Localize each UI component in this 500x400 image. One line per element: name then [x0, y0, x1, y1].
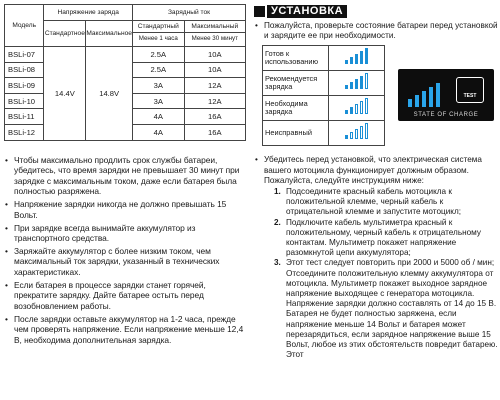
- std-current-cell: 2.5A: [132, 62, 184, 78]
- standard-voltage-cell: 14.4V: [44, 47, 86, 141]
- max-current-cell: 16A: [184, 124, 245, 140]
- list-item: • При зарядке всегда вынимайте аккумулятор из транспортного средства.: [4, 223, 246, 244]
- std-current-cell: 3A: [132, 78, 184, 94]
- max-current-cell: 16A: [184, 109, 245, 125]
- col-header-standard: Стандартное: [44, 21, 86, 47]
- std-current-cell: 4A: [132, 109, 184, 125]
- signal-bar: [345, 60, 348, 64]
- signal-bar: [350, 132, 353, 139]
- signal-bar: [355, 129, 358, 139]
- status-row: [263, 121, 385, 146]
- device-caption: STATE OF CHARGE: [413, 112, 479, 119]
- list-item: • Напряжение зарядки никогда не должно превышать 15 Вольт.: [4, 199, 246, 220]
- step-item: [264, 218, 498, 259]
- list-item: • Заряжайте аккумулятор с более низким током, чем максимальный ток зарядки, указанный в технических характеристиках.: [4, 246, 246, 278]
- install-steps: [264, 187, 498, 360]
- status-label: Неисправный: [263, 121, 329, 146]
- section-heading: [254, 4, 498, 18]
- signal-bar: [360, 51, 363, 64]
- col-header-lt1h: Менее 1 часа: [132, 33, 184, 47]
- intro-text: • Пожалуйста, проверьте состояние батареи перед установкой и зарядите ее при необходимости.: [254, 21, 498, 41]
- signal-bar: [350, 57, 353, 64]
- col-header-current: Зарядный ток: [132, 5, 245, 21]
- signal-bar: [345, 110, 348, 114]
- signal-bar: [360, 101, 363, 114]
- step-item: [264, 258, 498, 360]
- std-current-cell: 2.5A: [132, 47, 184, 63]
- signal-bar: [365, 73, 368, 89]
- test-button-label: TEST: [463, 93, 477, 100]
- signal-bar: [355, 54, 358, 64]
- right-column: [254, 4, 498, 360]
- max-current-cell: 10A: [184, 47, 245, 63]
- battery-status-area: [254, 45, 498, 149]
- signal-bars-icon: [345, 123, 368, 139]
- model-cell: BSLi-11: [5, 109, 44, 125]
- step-text: Подключите кабель мультиметра красный к положительному, черный кабель к отрицательному контактам. Мультиметр покажет напряжение разомкнутой цепи аккумулятора;: [286, 217, 481, 258]
- max-current-cell: 10A: [184, 62, 245, 78]
- left-column: [4, 4, 246, 348]
- signal-bar: [345, 85, 348, 89]
- col-header-std-current: Стандартный: [132, 21, 184, 33]
- signal-bar: [345, 135, 348, 139]
- signal-bar: [350, 82, 353, 89]
- col-header-max: Максимальное: [86, 21, 133, 47]
- list-item: • После зарядки оставьте аккумулятор на 1-2 часа, прежде чем проверять напряжение. Если напряжение меньше 12,4 В, необходима дополнительная зарядка.: [4, 314, 246, 346]
- list-item: • Если батарея в процессе зарядки станет горячей, прекратите зарядку. Дайте батарее остыть перед возобновлением работы.: [4, 280, 246, 312]
- battery-status-table: [262, 45, 385, 146]
- col-header-max-current: Максимальный: [184, 21, 245, 33]
- signal-bars-icon: [345, 73, 368, 89]
- install-intro-text: Убедитесь перед установкой, что электрическая система вашего мотоцикла функционирует должным образом. Пожалуйста, следуйте инструкциям ниже:: [264, 155, 482, 185]
- status-label: Рекомендуется зарядка: [263, 71, 329, 96]
- step-number: 2.: [274, 217, 281, 227]
- status-label: Готов к использованию: [263, 46, 329, 71]
- step-text: Подсоедините красный кабель мотоцикла к положительной клемме, черный кабель к отрицательной клемме и запустите мотоцикл;: [286, 187, 462, 217]
- model-cell: BSLi-08: [5, 62, 44, 78]
- std-current-cell: 4A: [132, 124, 184, 140]
- signal-bar: [365, 123, 368, 139]
- signal-bar: [355, 79, 358, 89]
- signal-bars-icon: [345, 98, 368, 114]
- signal-bar: [360, 76, 363, 89]
- table-row: [5, 47, 246, 63]
- signal-bar: [365, 48, 368, 64]
- charge-level-icon: [408, 81, 440, 107]
- installation-list: [254, 155, 498, 360]
- status-row: [263, 71, 385, 96]
- step-number: 1.: [274, 187, 281, 197]
- model-cell: BSLi-10: [5, 93, 44, 109]
- step-number: 3.: [274, 258, 281, 268]
- step-item: [264, 187, 498, 218]
- max-voltage-cell: 14.8V: [86, 47, 133, 141]
- max-current-cell: 12A: [184, 93, 245, 109]
- list-item: [254, 155, 498, 360]
- list-item: • Чтобы максимально продлить срок службы батареи, убедитесь, что время зарядки не превышает 30 минут при зарядке с максимальным током, даже если батарея была полностью разряжена.: [4, 155, 246, 197]
- signal-bar: [355, 104, 358, 114]
- model-cell: BSLi-09: [5, 78, 44, 94]
- model-cell: BSLi-07: [5, 47, 44, 63]
- std-current-cell: 3A: [132, 93, 184, 109]
- col-header-model: Модель: [5, 5, 44, 47]
- charge-indicator-device: [398, 69, 494, 121]
- col-header-lt30m: Менее 30 минут: [184, 33, 245, 47]
- status-label: Необходима зарядка: [263, 96, 329, 121]
- step-text: Этот тест следует повторить при 2000 и 5000 об / мин; Отсоедините положительную клемму аккумулятора от мотоцикла. Мультиметр покажет выходное зарядное напряжение выходящее с генератора мотоцикла. Напряжение зарядки должно составлять от 14 до 15 В. Батарея не будет полностью заряжена, если напряжение меньше 14 Вольт и батарея может перезарядиться, если зарядное напряжение выше 15 Вольт, любое из этих обстоятельств повредит батарею. Этот: [286, 258, 498, 360]
- status-row: [263, 46, 385, 71]
- section-title: УСТАНОВКА: [267, 5, 347, 18]
- signal-bar: [365, 98, 368, 114]
- status-row: [263, 96, 385, 121]
- col-header-voltage: Напряжение заряда: [44, 5, 133, 21]
- charging-tips-list: [4, 155, 246, 346]
- test-button[interactable]: [456, 77, 484, 103]
- signal-bar: [350, 107, 353, 114]
- max-current-cell: 12A: [184, 78, 245, 94]
- signal-bar: [360, 126, 363, 139]
- model-cell: BSLi-12: [5, 124, 44, 140]
- charging-spec-table: [4, 4, 246, 141]
- signal-bars-icon: [345, 48, 368, 64]
- heading-marker-icon: [254, 6, 265, 17]
